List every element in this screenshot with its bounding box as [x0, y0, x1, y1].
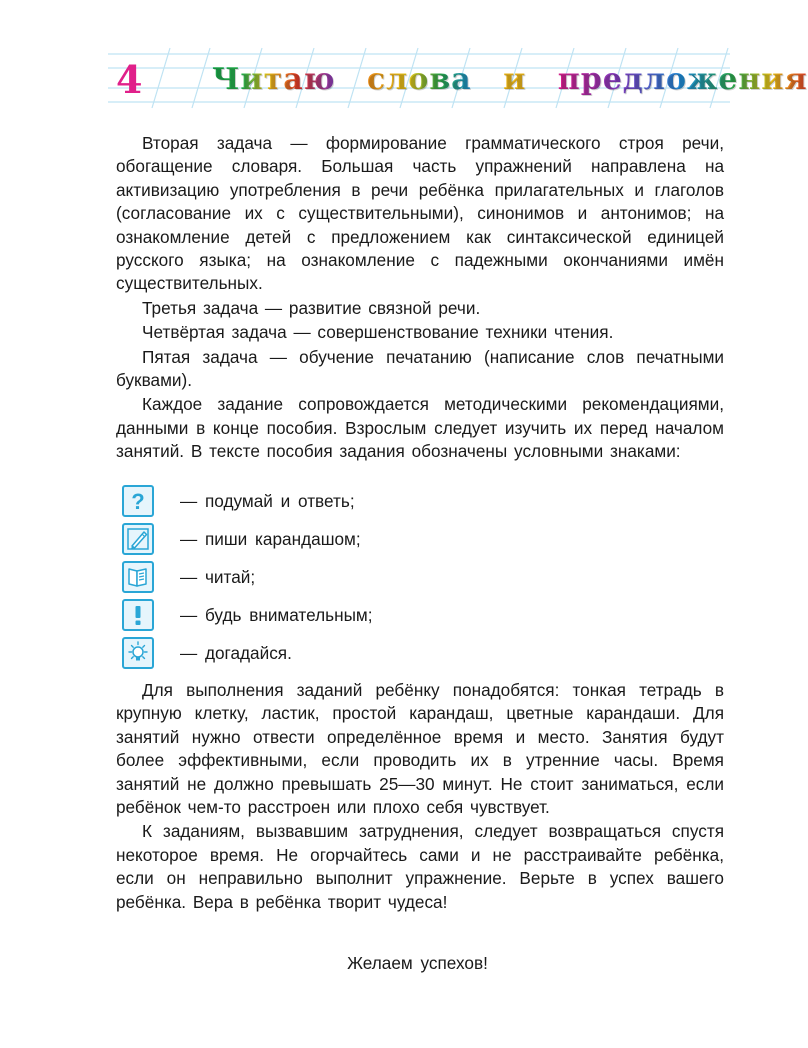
closing-line: Желаем успехов! [347, 953, 488, 973]
book-icon [122, 561, 154, 593]
symbols-legend [122, 482, 522, 672]
intro-text [116, 132, 724, 464]
exclamation-mark-icon [122, 599, 154, 631]
legend-label: — пиши карандашом; [180, 528, 361, 549]
legend-item [122, 520, 522, 558]
page-number: 4 [116, 57, 143, 102]
page-header [0, 48, 808, 108]
legend-label: — догадайся. [180, 642, 292, 663]
paragraph: Вторая задача — формирование грамматического строя речи, обогащение словаря. Большая часть упражнений направлена на активизацию употребления в речи ребёнка прилагательных и глаголов (согласование их с существительными), синонимов и антонимов; на ознакомление детей с предложением как синтаксической единицей русского языка; на ознакомление с падежными окончаниями имён существительных. [116, 133, 724, 294]
title-word-3: и [503, 62, 527, 97]
title-word-2: слова [366, 62, 472, 97]
paragraph: Пятая задача — обучение печатанию (написание слов печатными буквами). [116, 346, 724, 391]
paragraph: К заданиям, вызвавшим затруднения, следует возвращаться спустя некоторое время. Не огорчайтесь сами и не расстраивайте ребёнка, если он неправильно выполнит упражнение. Верьте в успех вашего ребёнка. Вера в ребёнка творит чудеса! [116, 821, 724, 912]
legend-item [122, 558, 522, 596]
title-word-4: предложения [557, 62, 808, 97]
legend-item [122, 596, 522, 634]
legend-label: — будь внимательным; [180, 604, 373, 625]
question-mark-icon [122, 485, 154, 517]
legend-label: — читай; [180, 566, 256, 587]
paragraph: Каждое задание сопровождается методическими рекомендациями, данными в конце пособия. Взрослым следует изучить их перед началом занятий. В тексте пособия задания обозначены условными знаками: [116, 394, 724, 462]
paragraph: Для выполнения заданий ребёнку понадобятся: тонкая тетрадь в крупную клетку, ластик, простой карандаш, цветные карандаши. Для занятий нужно отвести определённое время и место. Занятия будут более эффективными, если проводить их в утренние часы. Время занятий не должно превышать 25—30 минут. Не стоит заниматься, если ребёнок чем-то расстроен или плохо себя чувствует. [116, 680, 724, 818]
paragraph: Четвёртая задача — совершенствование техники чтения. [142, 322, 614, 343]
svg-text:?: ? [131, 489, 145, 514]
paragraph: Третья задача — развитие связной речи. [142, 297, 481, 318]
outro-text [116, 679, 724, 914]
legend-item [122, 482, 522, 520]
title-word-1: Читаю [212, 62, 336, 97]
legend-label: — подумай и ответь; [180, 490, 355, 511]
light-bulb-icon [122, 637, 154, 669]
page-title [212, 60, 808, 100]
pencil-icon [122, 523, 154, 555]
legend-item [122, 634, 522, 672]
